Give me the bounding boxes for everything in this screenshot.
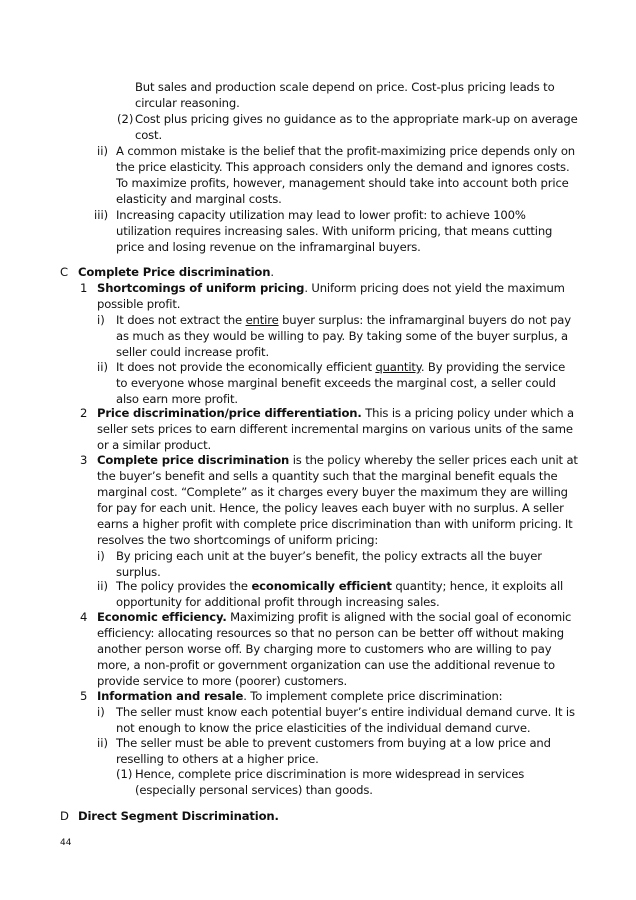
paragraph-line: Hence, complete price discrimination is more widespread in services bbox=[135, 767, 525, 781]
paragraph-line: as much as they would be willing to pay. By taking some of the buyer surplus, a bbox=[116, 329, 568, 343]
paragraph-line: The policy provides the economically efficient quantity; hence, it exploits all bbox=[116, 579, 564, 593]
paragraph-line: To maximize profits, however, management should take into account both price bbox=[116, 176, 569, 190]
paragraph-line: Shortcomings of uniform pricing. Uniform pricing does not yield the maximum bbox=[97, 281, 565, 295]
list-marker: 3 bbox=[80, 453, 88, 467]
list-marker: i) bbox=[97, 705, 105, 719]
paragraph-line: resolves the two shortcomings of uniform pricing: bbox=[97, 533, 379, 547]
paragraph-line: earns a higher profit with complete price discrimination than with uniform pricing. It bbox=[97, 517, 573, 531]
paragraph-line: possible profit. bbox=[97, 297, 181, 311]
item-title: Shortcomings of uniform pricing bbox=[97, 281, 305, 295]
paragraph-line: price and losing revenue on the inframarginal buyers. bbox=[116, 240, 421, 254]
paragraph-line: Complete price discrimination is the policy whereby the seller prices each unit at bbox=[97, 453, 578, 467]
paragraph-line: (especially personal services) than goods. bbox=[135, 783, 373, 797]
paragraph-line: for pay for each unit. Hence, the policy leaves each buyer with no surplus. A seller bbox=[97, 501, 564, 515]
list-marker: (2) bbox=[117, 112, 134, 126]
list-marker: 2 bbox=[80, 406, 88, 420]
section-title: Direct Segment Discrimination. bbox=[78, 809, 279, 823]
list-marker: ii) bbox=[97, 579, 108, 593]
item-title: Complete price discrimination bbox=[97, 453, 290, 467]
paragraph-line: reselling to others at a higher price. bbox=[116, 752, 319, 766]
section-marker: C bbox=[60, 265, 69, 279]
paragraph-line: elasticity and marginal costs. bbox=[116, 192, 282, 206]
paragraph-line: It does not provide the economically efficient quantity. By providing the service bbox=[116, 360, 566, 374]
paragraph-line: marginal cost. “Complete” as it charges every buyer the maximum they are willing bbox=[97, 485, 568, 499]
paragraph-line: It does not extract the entire buyer surplus: the inframarginal buyers do not pay bbox=[116, 313, 571, 327]
item-title: Economic efficiency. bbox=[97, 610, 227, 624]
item-title: Information and resale bbox=[97, 689, 244, 703]
list-marker: i) bbox=[97, 313, 105, 327]
list-marker: 4 bbox=[80, 610, 88, 624]
paragraph-line: A common mistake is the belief that the profit-maximizing price depends only on bbox=[116, 144, 576, 158]
list-marker: 1 bbox=[80, 281, 88, 295]
section-marker: D bbox=[60, 809, 69, 823]
list-marker: iii) bbox=[94, 208, 109, 222]
page-number: 44 bbox=[60, 838, 72, 848]
paragraph-line: the price elasticity. This approach considers only the demand and ignores costs. bbox=[116, 160, 570, 174]
list-marker: ii) bbox=[97, 736, 108, 750]
paragraph-line: utilization requires increasing sales. With uniform pricing, that means cutting bbox=[116, 224, 553, 238]
paragraph-line: seller sets prices to earn different incremental margins on various units of the same bbox=[97, 422, 573, 436]
paragraph-line: Cost plus pricing gives no guidance as to the appropriate mark-up on average bbox=[135, 112, 578, 126]
paragraph-line: But sales and production scale depend on price. Cost-plus pricing leads to bbox=[135, 80, 555, 94]
item-title: Price discrimination/price differentiation. bbox=[97, 406, 362, 420]
section-title: Complete Price discrimination bbox=[78, 265, 271, 279]
list-marker: 5 bbox=[80, 689, 88, 703]
paragraph-line: seller could increase profit. bbox=[116, 345, 269, 359]
paragraph-line: provide service to more (poorer) customers. bbox=[97, 674, 348, 688]
paragraph-line: to everyone whose marginal benefit exceeds the marginal cost, a seller could bbox=[116, 376, 556, 390]
paragraph-line: the buyer’s benefit and sells a quantity such that the marginal benefit equals the bbox=[97, 469, 558, 483]
paragraph-line: cost. bbox=[135, 128, 162, 142]
list-marker: i) bbox=[97, 549, 105, 563]
paragraph-line: not enough to know the price elasticities of the individual demand curve. bbox=[116, 721, 531, 735]
paragraph-line: circular reasoning. bbox=[135, 96, 240, 110]
list-marker: ii) bbox=[97, 360, 108, 374]
paragraph-line: Price discrimination/price differentiation. This is a pricing policy under which a bbox=[97, 406, 574, 420]
paragraph-line: Information and resale. To implement complete price discrimination: bbox=[97, 689, 503, 703]
section-heading: Complete Price discrimination. bbox=[78, 265, 274, 279]
paragraph-line: another person worse off. By charging more to customers who are willing to pay bbox=[97, 642, 552, 656]
paragraph-line: more, a non-profit or government organization can use the additional revenue to bbox=[97, 658, 555, 672]
paragraph-line: The seller must be able to prevent customers from buying at a low price and bbox=[116, 736, 551, 750]
paragraph-line: surplus. bbox=[116, 565, 161, 579]
list-marker: (1) bbox=[116, 767, 133, 781]
section-heading bbox=[78, 808, 279, 824]
paragraph-line: opportunity for additional profit through increasing sales. bbox=[116, 595, 440, 609]
paragraph-line: The seller must know each potential buyer’s entire individual demand curve. It is bbox=[116, 705, 575, 719]
paragraph-line: or a similar product. bbox=[97, 438, 212, 452]
paragraph-line: Increasing capacity utilization may lead to lower profit: to achieve 100% bbox=[116, 208, 526, 222]
list-marker: ii) bbox=[97, 144, 108, 158]
paragraph-line: efficiency: allocating resources so that no person can be better off without making bbox=[97, 626, 564, 640]
paragraph-line: Economic efficiency. Maximizing profit is aligned with the social goal of economic bbox=[97, 610, 572, 624]
paragraph-line: also earn more profit. bbox=[116, 392, 238, 406]
paragraph-line: By pricing each unit at the buyer’s benefit, the policy extracts all the buyer bbox=[116, 549, 542, 563]
